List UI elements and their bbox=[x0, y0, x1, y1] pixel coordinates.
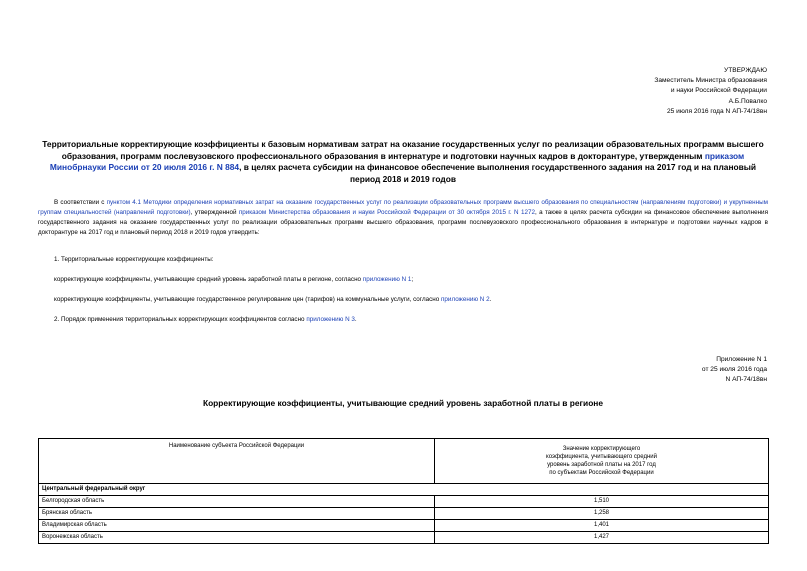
table-group-row bbox=[39, 484, 769, 496]
appendix-line: от 25 июля 2016 года bbox=[701, 366, 767, 374]
header-line: уровень заработной платы на 2017 год bbox=[547, 462, 656, 468]
region-name: Воронежская область bbox=[39, 532, 435, 544]
approval-block bbox=[654, 66, 767, 117]
column-header-region: Наименование субъекта Российской Федерации bbox=[39, 439, 435, 484]
header-line: Значение корректирующего bbox=[562, 446, 641, 452]
coefficient-value: 1,401 bbox=[435, 520, 769, 532]
appendix-2-link[interactable]: приложению N 2 bbox=[441, 296, 490, 303]
header-line: по субъектам Российской Федерации bbox=[549, 470, 654, 476]
item-end: . bbox=[489, 296, 492, 303]
appendix-line: Приложение N 1 bbox=[716, 356, 767, 363]
region-name: Брянская область bbox=[39, 508, 435, 520]
table-row bbox=[39, 520, 769, 532]
approval-line: Заместитель Министра образования bbox=[654, 77, 767, 85]
appendix-3-link[interactable]: приложению N 3 bbox=[306, 316, 355, 323]
item-appendix-1 bbox=[54, 276, 413, 284]
coefficient-value: 1,258 bbox=[435, 508, 769, 520]
column-header-coefficient bbox=[435, 439, 769, 484]
approval-line: УТВЕРЖДАЮ bbox=[724, 67, 767, 74]
appendix-line: N АП-74/18вн bbox=[725, 376, 767, 384]
item-end: . bbox=[354, 316, 357, 323]
appendix-title: Корректирующие коэффициенты, учитывающие средний уровень заработной платы в регионе bbox=[202, 398, 604, 408]
order-1272-link[interactable]: приказом Министерства образования и науки Российской Федерации от 30 октября 2015 г. N 1272 bbox=[238, 209, 535, 216]
item-text: 2. Порядок применения территориальных корректирующих коэффициентов согласно bbox=[54, 316, 307, 323]
coefficients-table bbox=[38, 438, 769, 544]
coefficient-value: 1,510 bbox=[435, 496, 769, 508]
approval-line: 25 июля 2016 года N АП-74/18вн bbox=[666, 107, 767, 115]
intro-text-3: , а также в целях расчета субсидии на финансовое обеспечение выполнения государственного задания на оказание государственных услуг по реализации образовательных программ высшего образования, программ послевузовского профессионального образования в интернатуре и подготовки научных кадров в докторантуре на 2017 год и плановый период 2018 и 2019 годов утвердить: bbox=[38, 209, 768, 236]
item-text: корректирующие коэффициенты, учитывающие государственное регулирование цен (тарифов) на коммунальные услуги, согласно bbox=[54, 296, 442, 303]
intro-paragraph bbox=[38, 198, 768, 238]
item-appendix-2 bbox=[54, 296, 491, 304]
federal-district: Центральный федеральный округ bbox=[39, 484, 769, 496]
intro-text-1: В соответствии с bbox=[54, 199, 107, 206]
table-header-row bbox=[39, 439, 769, 484]
coefficient-value: 1,427 bbox=[435, 532, 769, 544]
approval-line: А.Б.Повалко bbox=[728, 97, 767, 105]
title-text-end: , в целях расчета субсидии на финансовое обеспечение выполнения государственного задания на 2017 год и на плановый период 2018 и 2019 годов bbox=[239, 162, 757, 184]
appendix-1-link[interactable]: приложению N 1 bbox=[362, 276, 412, 283]
header-line: коэффициента, учитывающего средний bbox=[546, 454, 657, 460]
item-1: 1. Территориальные корректирующие коэффициенты: bbox=[54, 256, 214, 263]
table-row bbox=[39, 532, 769, 544]
table-row bbox=[39, 508, 769, 520]
order-884-link[interactable]: приказом Минобрнауки России от 20 июля 2016 г. N 884 bbox=[49, 150, 745, 173]
title-text: Территориальные корректирующие коэффициенты к базовым нормативам затрат на оказание государственных услуг по реализации образовательных программ высшего образования, программ послевузовского профессионального образования в интернатуре и подготовки научных кадров в докторантуре, утвержденным bbox=[42, 139, 764, 161]
item-text: корректирующие коэффициенты, учитывающие средний уровень заработной платы в регионе, согласно bbox=[54, 276, 363, 283]
document-title bbox=[38, 139, 768, 185]
methodology-link[interactable]: пунктом 4.1 Методики определения нормативных затрат на оказание государственных услуг по реализации образовательных программ высшего образования по специальностям (направлениям подготовки) и укрупненным группам специальностей (направлений подготовки) bbox=[38, 199, 768, 216]
item-2 bbox=[54, 316, 357, 324]
item-end: ; bbox=[411, 276, 414, 283]
intro-text-2: , утвержденной bbox=[190, 209, 239, 216]
appendix-header bbox=[702, 355, 767, 386]
table-row bbox=[39, 496, 769, 508]
approval-line: и науки Российской Федерации bbox=[670, 87, 767, 95]
region-name: Владимирская область bbox=[39, 520, 435, 532]
region-name: Белгородская область bbox=[39, 496, 435, 508]
